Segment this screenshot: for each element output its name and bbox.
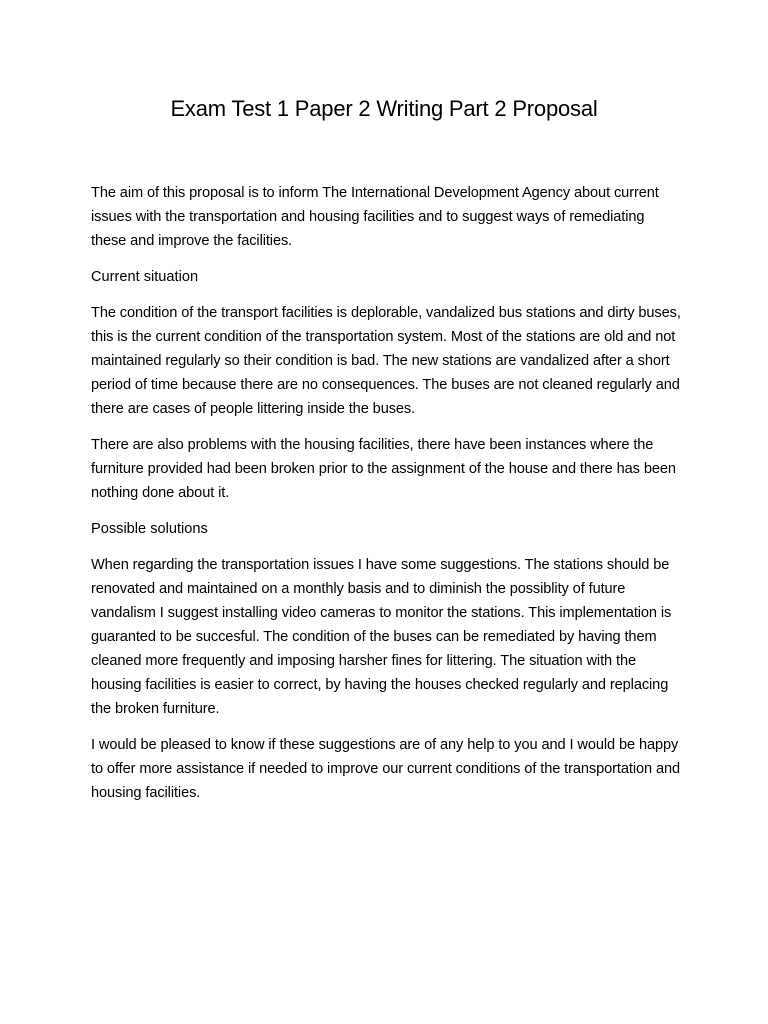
closing-paragraph: I would be pleased to know if these suggestions are of any help to you and I would be happy to offer more assistance if needed to improve our current conditions of the transportation and housing facilities. xyxy=(91,737,681,801)
solutions-paragraph: When regarding the transportation issues I have some suggestions. The stations should be renovated and maintained on a monthly basis and to diminish the possiblity of future vandalism I suggest installing video cameras to monitor the stations. This implementation is guaranted to be succesful. The condition of the buses can be remediated by having them cleaned more frequently and imposing harsher fines for littering. The situation with the housing facilities is easier to correct, by having the houses checked regularly and replacing the broken furniture. xyxy=(91,557,672,717)
current-situation-heading: Current situation xyxy=(91,269,199,285)
possible-solutions-heading: Possible solutions xyxy=(91,521,208,537)
document-body xyxy=(91,181,681,817)
document-title: Exam Test 1 Paper 2 Writing Part 2 Proposal xyxy=(170,96,598,121)
transport-paragraph: The condition of the transport facilities is deplorable, vandalized bus stations and dirty buses, this is the current condition of the transportation system. Most of the stations are old and not maintained regularly so their condition is bad. The new stations are vandalized after a short period of time because there are no consequences. The buses are not cleaned regularly and there are cases of people littering inside the buses. xyxy=(91,305,681,417)
housing-paragraph: There are also problems with the housing facilities, there have been instances where the furniture provided had been broken prior to the assignment of the house and there has been nothing done about it. xyxy=(91,437,676,501)
intro-paragraph: The aim of this proposal is to inform The International Development Agency about current issues with the transportation and housing facilities and to suggest ways of remediating these and improve the facilities. xyxy=(91,185,659,249)
